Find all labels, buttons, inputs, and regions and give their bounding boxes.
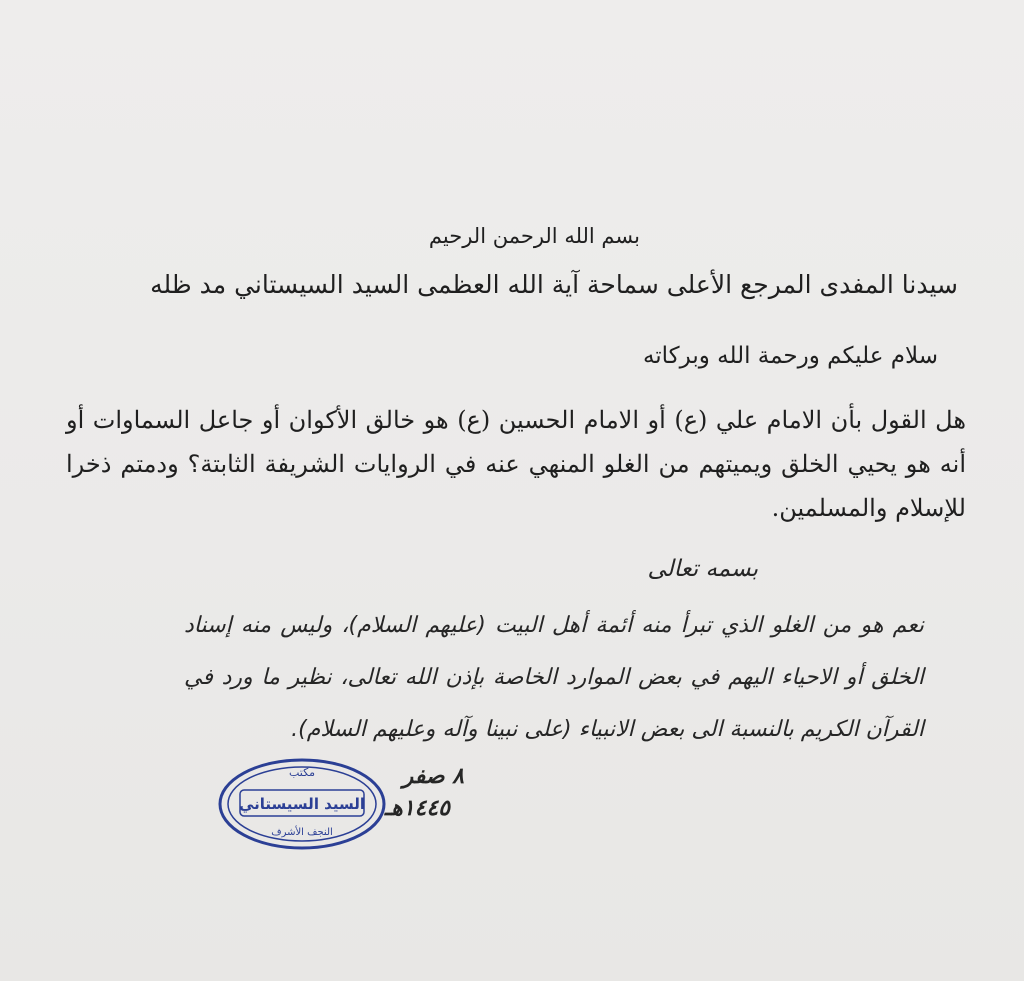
basmala: بسم الله الرحمن الرحيم <box>428 224 640 248</box>
question-text: هل القول بأن الامام علي (ع) أو الامام الحسين (ع) هو خالق الأكوان أو جاعل السماوات أو أنه هو يحيي الخلق ويميتهم من الغلو المنهي عنه في الروايات الشريفة الثابتة؟ ودمتم ذخرا للإسلام والمسلمين. <box>66 406 966 522</box>
reply-text: نعم هو من الغلو الذي تبرأ منه أئمة أهل البيت (عليهم السلام)، وليس منه إسناد الخلق أو الاحياء اليهم في بعض الموارد الخاصة بإذن الله تعالى، نظير ما ورد في القرآن الكريم بالنسبة الى بعض الانبياء (على نبينا وآله وعليهم السلام). <box>184 613 924 742</box>
office-seal <box>216 756 388 852</box>
date-day-month: ٨ صفر <box>402 764 464 789</box>
seal-top-text: مكتب <box>288 766 316 779</box>
seal-bottom-text: النجف الأشرف <box>271 827 333 838</box>
reply-heading: بسمه تعالى <box>647 556 758 582</box>
seal-main-text: السيد السيستاني <box>238 795 366 813</box>
greeting-line: سلام عليكم ورحمة الله وبركاته <box>642 343 938 369</box>
date-year: ١٤٤٥هـ <box>384 796 450 821</box>
addressee-line: سيدنا المفدى المرجع الأعلى سماحة آية الله العظمى السيد السيستاني مد ظله <box>150 270 958 299</box>
